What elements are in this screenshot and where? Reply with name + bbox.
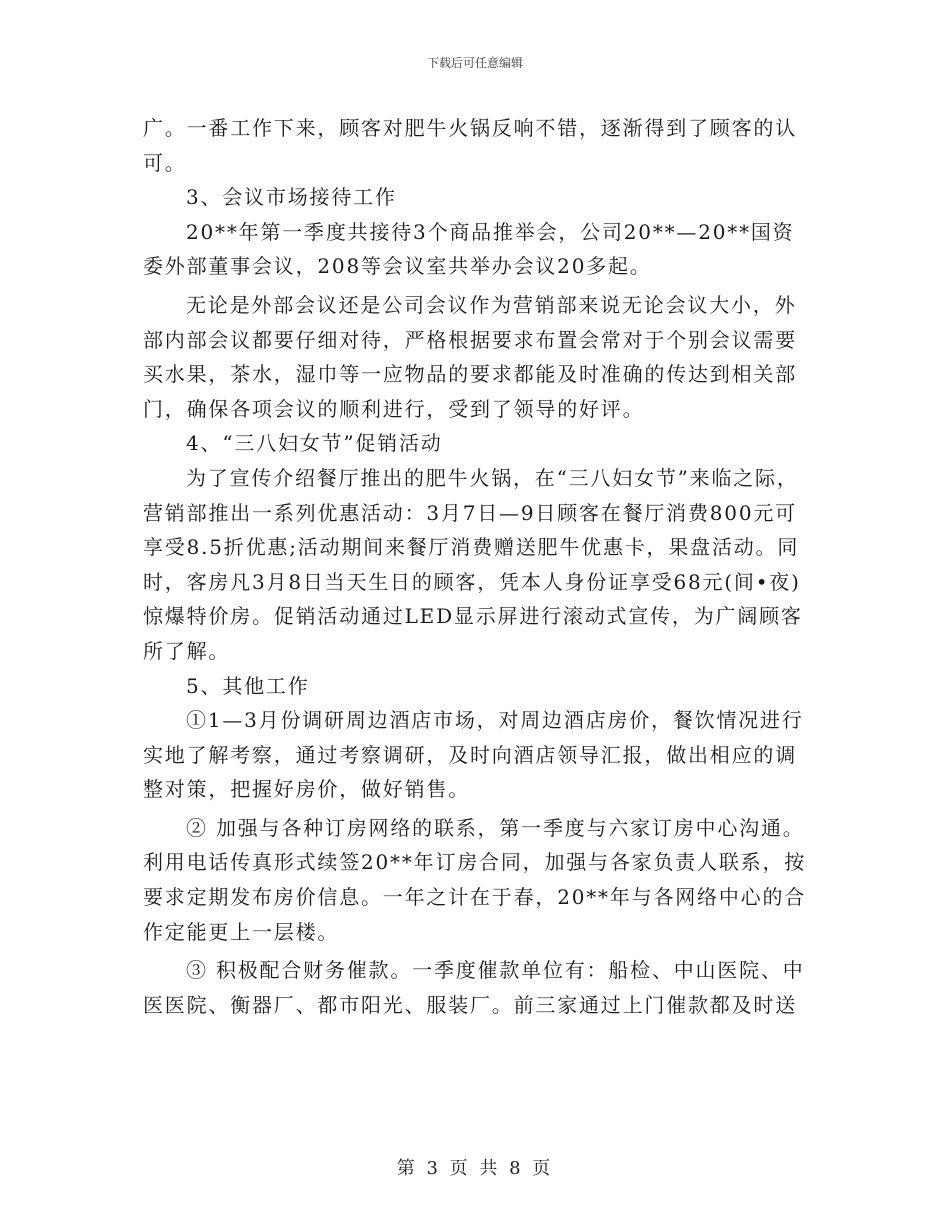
page-footer: 第 3 页 共 8 页 bbox=[396, 1158, 554, 1179]
section-heading-5: 5、其他工作 bbox=[186, 673, 310, 698]
document-body bbox=[143, 111, 807, 1022]
section-heading-4: 4、“三八妇女节”促销活动 bbox=[186, 431, 443, 456]
paragraph-continued: 广。一番工作下来，顾客对肥牛火锅反响不错，逐渐得到了顾客的认可。 bbox=[143, 116, 797, 175]
section-heading-3: 3、会议市场接待工作 bbox=[186, 185, 397, 210]
page-header: 下载后可任意编辑 bbox=[426, 56, 523, 70]
paragraph: 20**年第一季度共接待3个商品推举会，公司20**—20**国资委外部董事会议，208等会议室共举办会议20多起。 bbox=[143, 219, 795, 279]
list-item-3: ③ 积极配合财务催款。一季度催款单位有：船检、中山医院、中医医院、衡器厂、都市阳光、服装厂。前三家通过上门催款都及时送 bbox=[143, 958, 805, 1017]
paragraph: 为了宣传介绍餐厅推出的肥牛火锅，在“三八妇女节”来临之际，营销部推出一系列优惠活动：3月7日—9日顾客在餐厅消费800元可享受8.5折优惠;活动期间来餐厅消费赠送肥牛优惠卡，果盘活动。同时，客房凡3月8日当天生日的顾客，凭本人身份证享受68元(间•夜)惊爆特价房。促销活动通过LED显示屏进行滚动式宣传，为广阔顾客所了解。 bbox=[143, 465, 803, 663]
list-item-1: ①1—3月份调研周边酒店市场，对周边酒店房价，餐饮情况进行实地了解考察，通过考察调研，及时向酒店领导汇报，做出相应的调整对策，把握好房价，做好销售。 bbox=[143, 708, 804, 802]
list-item-2: ② 加强与各种订房网络的联系，第一季度与六家订房中心沟通。利用电话传真形式续签20**年订房合同，加强与各家负责人联系，按要求定期发布房价信息。一年之计在于春，20**年与各网络中心的合作定能更上一层楼。 bbox=[143, 815, 807, 944]
paragraph: 无论是外部会议还是公司会议作为营销部来说无论会议大小，外部内部会议都要仔细对待，严格根据要求布置会常对于个别会议需要买水果，茶水，湿巾等一应物品的要求都能及时准确的传达到相关部门，确保各项会议的顺利进行，受到了领导的好评。 bbox=[143, 292, 797, 421]
